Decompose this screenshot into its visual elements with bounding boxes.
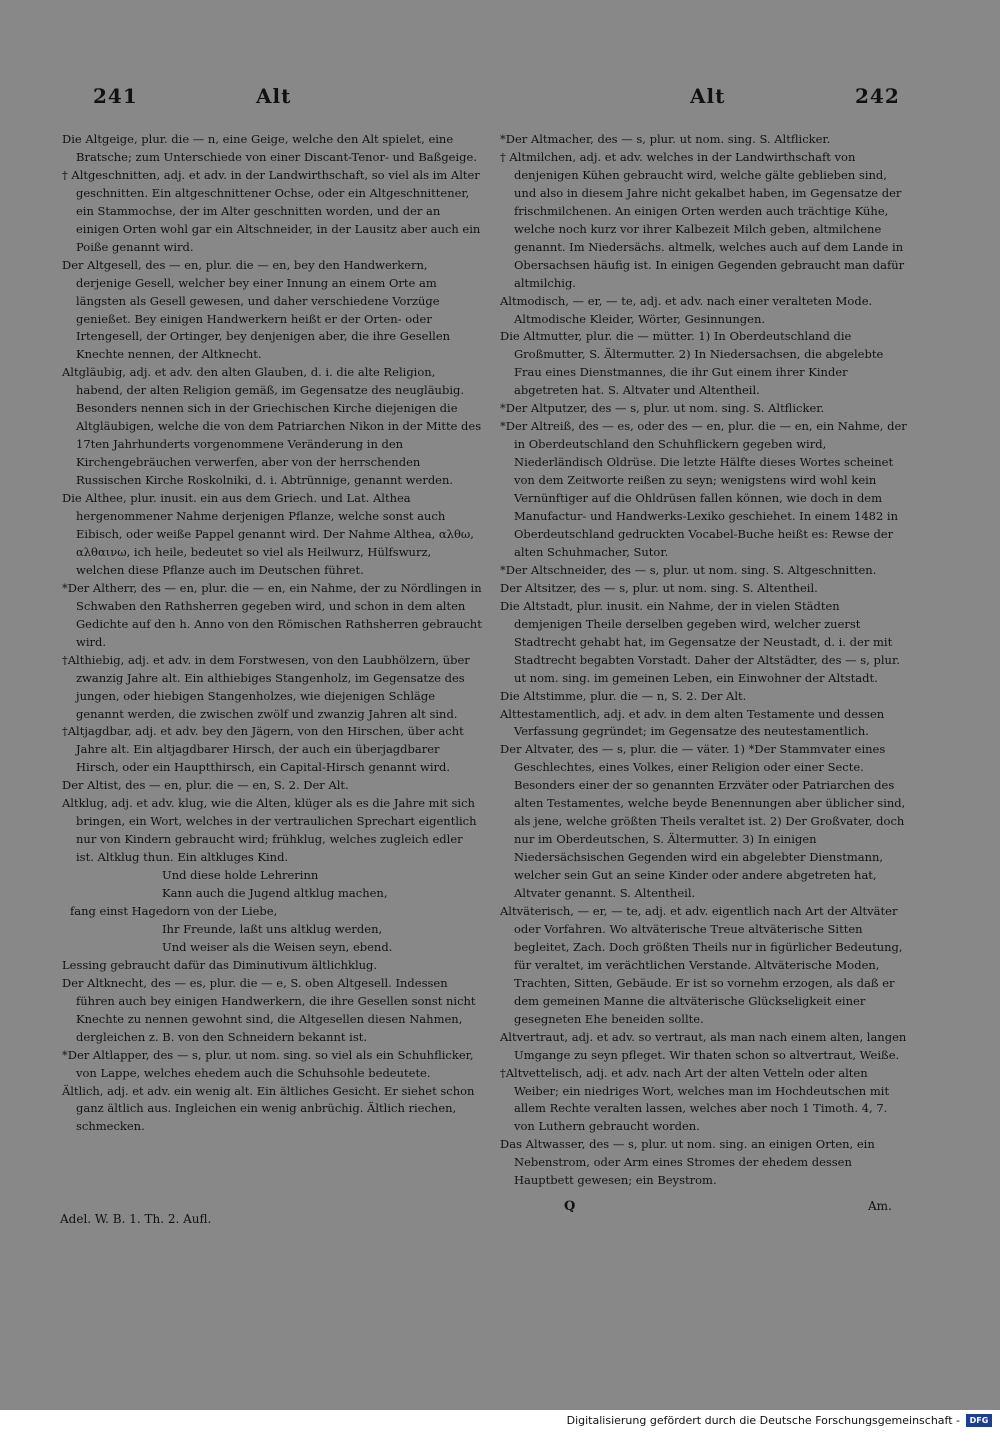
dictionary-entry: Der Altsitzer, des — s, plur. ut nom. sing. S. Altentheil. xyxy=(500,580,818,595)
verse-line: Ihr Freunde, laßt uns altklug werden, xyxy=(162,921,383,936)
dictionary-entry: *Der Altlapper, des — s, plur. ut nom. sing. so viel als ein Schuhflicker, von Lappe, welches ehedem auch die Schuhsohle bedeutete. xyxy=(62,1047,474,1080)
verse-line: Und weiser als die Weisen seyn, ebend. xyxy=(162,939,393,954)
left-column xyxy=(62,131,482,1136)
dictionary-entry: Lessing gebraucht dafür das Diminutivum ältlichklug. xyxy=(62,957,378,972)
dfg-logo: DFG xyxy=(966,1414,992,1427)
dictionary-entry: Der Altvater, des — s, plur. die — väter. 1) *Der Stammvater eines Geschlechtes, eines Volkes, einer Religion oder einer Secte. Besonders einer der so genannten Erzväter oder Patriarchen des alten Testamentes, welche beyde Benennungen aber üblicher sind, als jene, welche größten Theils veraltet ist. 2) Der Großvater, doch nur im Oberdeutschen, S. Ältermutter. 3) In einigen Niedersächsischen Gegenden wird ein abgelebter Dienstmann, welcher sein Gut an seine Kinder oder andere abgetreten hat, Altvater genannt. S. Altentheil. xyxy=(500,742,906,901)
running-head-left: Alt xyxy=(256,84,292,108)
dictionary-entry: *Der Altmacher, des — s, plur. ut nom. sing. S. Altflicker. xyxy=(500,132,831,146)
dictionary-entry: Das Altwasser, des — s, plur. ut nom. sing. an einigen Orten, ein Nebenstrom, oder Arm eines Stromes der ehedem dessen Hauptbett gewesen; ein Beystrom. xyxy=(500,1137,875,1188)
right-column xyxy=(500,131,908,1190)
verse-line: Und diese holde Lehrerinn xyxy=(162,868,319,883)
dictionary-entry: †Altvettelisch, adj. et adv. nach Art der alten Vetteln oder alten Weiber; ein niedriges Wort, welches man im Hochdeutschen mit allem Rechte veralten lassen, welches aber noch 1 Timoth. 4, 7. von Luthern gebraucht worden. xyxy=(500,1065,890,1134)
dictionary-entry: Altväterisch, — er, — te, adj. et adv. eigentlich nach Art der Altväter oder Vorfahren. Wo altväterische Treue altväterische Sitten begleitet, Zach. Doch größten Theils nur in figürlicher Bedeutung, für veraltet, im verächtlichen Verstande. Altväterische Moden, Trachten, Sitten, Gebäude. Er ist so vornehm erzogen, als daß er dem gemeinen Manne die altväterische Glückseligkeit einer gesegneten Ehe beneiden sollte. xyxy=(500,903,903,1026)
dictionary-entry: †Althiebig, adj. et adv. in dem Forstwesen, von den Laubhölzern, über zwanzig Jahre alt. Ein althiebiges Stangenholz, im Gegensatze des jungen, oder hiebigen Stangenholzes, wie diejenigen Schläge genannt werden, die zwischen zwölf und zwanzig Jahren alt sind. xyxy=(62,652,470,721)
dictionary-entry: † Altmilchen, adj. et adv. welches in der Landwirthschaft von denjenigen Kühen gebraucht wird, welche gälte geblieben sind, und also in diesem Jahre nicht gekalbet haben, im Gegensatze der frischmilchenen. An einigen Orten werden auch trächtige Kühe, welche noch kurz vor ihrer Kalbezeit Milch geben, altmilchene genannt. Im Niedersächs. altmelk, welches auch auf dem Lande in Obersachsen häufig ist. In einigen Gegenden gebraucht man dafür altmilchig. xyxy=(500,149,905,290)
catchword: Am. xyxy=(868,1199,892,1213)
dictionary-entry: Alttestamentlich, adj. et adv. in dem alten Testamente und dessen Verfassung gegründet; im Gegensatze des neutestamentlich. xyxy=(500,706,885,739)
dictionary-entry: Ältlich, adj. et adv. ein wenig alt. Ein ältliches Gesicht. Er siehet schon ganz ältlich aus. Ingleichen ein wenig anbrüchig. Ältlich riechen, schmecken. xyxy=(62,1083,475,1134)
dictionary-entry: †Altjagdbar, adj. et adv. bey den Jägern, von den Hirschen, über acht Jahre alt. Ein altjagdbarer Hirsch, der auch ein überjagdbarer Hirsch, oder ein Hauptthirsch, ein Capital-Hirsch genannt wird. xyxy=(62,724,464,775)
verse-line: Kann auch die Jugend altklug machen, xyxy=(162,886,388,901)
dictionary-entry: Die Altstadt, plur. inusit. ein Nahme, der in vielen Städten demjenigen Theile derselben gegeben wird, welcher zuerst Stadtrecht gehabt hat, im Gegensatze der Neustadt, d. i. der mit Stadtrecht begabten Vorstadt. Daher der Altstädter, des — s, plur. ut nom. sing. im gemeinen Leben, ein Einwohner der Altstadt. xyxy=(500,598,900,685)
dictionary-entry: Die Altstimme, plur. die — n, S. 2. Der Alt. xyxy=(500,688,747,703)
dictionary-entry: Altgläubig, adj. et adv. den alten Glauben, d. i. die alte Religion, habend, der alten Religion gemäß, im Gegensatze des neugläubig. Besonders nennen sich in der Griechischen Kirche diejenigen die Altgläubigen, welche die von dem Patriarchen Nikon in der Mitte des 17ten Jahrhunderts vorgenommene Veränderung in den Kirchengebräuchen verwerfen, aber von der herrschenden Russischen Kirche Roskolniki, d. i. Abtrünnige, genannt werden. xyxy=(62,365,482,488)
footer-bar xyxy=(0,1410,1000,1432)
dictionary-entry: † Altgeschnitten, adj. et adv. in der Landwirthschaft, so viel als im Alter geschnitten. Ein altgeschnittener Ochse, oder ein Altgeschnittener, ein Stammochse, der im Alter geschnitten worden, und der an einigen Orten wohl gar ein Altschneider, in der Lausitz aber auch ein Poiße genannt wird. xyxy=(62,167,481,254)
dictionary-entry: Altmodisch, — er, — te, adj. et adv. nach einer veralteten Mode. Altmodische Kleider, Wörter, Gesinnungen. xyxy=(500,293,873,326)
verse-line: fang einst Hagedorn von der Liebe, xyxy=(70,903,278,918)
dictionary-entry: *Der Altschneider, des — s, plur. ut nom. sing. S. Altgeschnitten. xyxy=(500,562,877,577)
signature-line: Adel. W. B. 1. Th. 2. Aufl. xyxy=(60,1212,212,1226)
dictionary-entry: Die Althee, plur. inusit. ein aus dem Griech. und Lat. Althea hergenommener Nahme derjenigen Pflanze, welche sonst auch Eibisch, oder weiße Pappel genannt wird. Der Nahme Althea, αλθω, αλθαινω, ich heile, bedeutet so viel als Heilwurz, Hülfswurz, welchen diese Pflanze auch im Deutschen führet. xyxy=(62,491,474,577)
dictionary-entry: Der Altknecht, des — es, plur. die — e, S. oben Altgesell. Indessen führen auch bey einigen Handwerkern, die ihre Gesellen sonst nicht Knechte zu nennen gewohnt sind, die Altgesellen diesen Nahmen, dergleichen z. B. von den Schneidern bekannt ist. xyxy=(62,975,476,1044)
dictionary-entry: Altklug, adj. et adv. klug, wie die Alten, klüger als es die Jahre mit sich bringen, ein Wort, welches in der vertraulichen Sprechart eigentlich nur von Kindern gebraucht wird; frühklug, welches zugleich edler ist. Altklug thun. Ein altkluges Kind. xyxy=(62,796,477,865)
page-number-left: 241 xyxy=(93,84,138,108)
signature-mark: Q xyxy=(564,1199,576,1214)
dictionary-entry: Der Altist, des — en, plur. die — en, S. 2. Der Alt. xyxy=(62,778,349,793)
running-head-right: Alt xyxy=(690,84,726,108)
dictionary-entry: *Der Altputzer, des — s, plur. ut nom. sing. S. Altflicker. xyxy=(500,401,825,416)
dictionary-entry: *Der Altreiß, des — es, oder des — en, plur. die — en, ein Nahme, der in Oberdeutschland den Schuhflickern gegeben wird, Niederländisch Oldrüse. Die letzte Hälfte dieses Wortes scheinet von dem Zeitworte reißen zu seyn; wenigstens wird wohl kein Vernünftiger auf die Ohldrüsen fallen können, wie doch in dem Manufactur- und Handwerks-Lexiko geschiehet. In einem 1482 in Oberdeutschland gedruckten Vocabel-Buche heißt es: Rewse der alten Schuhmacher, Sutor. xyxy=(500,419,907,559)
dictionary-entry: *Der Altherr, des — en, plur. die — en, ein Nahme, der zu Nördlingen in Schwaben den Rathsherren gegeben wird, und schon in dem alten Gedichte auf den h. Anno von den Römischen Rathsherren gebraucht wird. xyxy=(62,580,482,649)
dictionary-entry: Die Altmutter, plur. die — mütter. 1) In Oberdeutschland die Großmutter, S. Ältermutter. 2) In Niedersachsen, die abgelebte Frau eines Dienstmannes, die ihr Gut einem ihrer Kinder abgetreten hat. S. Altvater und Altentheil. xyxy=(500,329,884,398)
page-number-right: 242 xyxy=(855,84,900,108)
funding-notice: Digitalisierung gefördert durch die Deutsche Forschungsgemeinschaft - xyxy=(566,1414,960,1427)
dictionary-entry: Altvertraut, adj. et adv. so vertraut, als man nach einem alten, langen Umgange zu seyn pfleget. Wir thaten schon so altvertraut, Weiße. xyxy=(500,1029,907,1062)
dictionary-entry: Der Altgesell, des — en, plur. die — en, bey den Handwerkern, derjenige Gesell, welcher bey einer Innung an einem Orte am längsten als Gesell gewesen, und daher verschiedene Vorzüge genießet. Bey einigen Handwerkern heißt er der Orten- oder Irtengesell, der Ortinger, bey denjenigen aber, die ihre Gesellen Knechte nennen, der Altknecht. xyxy=(62,257,451,362)
dictionary-entry: Die Altgeige, plur. die — n, eine Geige, welche den Alt spielet, eine Bratsche; zum Unterschiede von einer Discant-Tenor- und Baßgeige. xyxy=(62,132,477,164)
